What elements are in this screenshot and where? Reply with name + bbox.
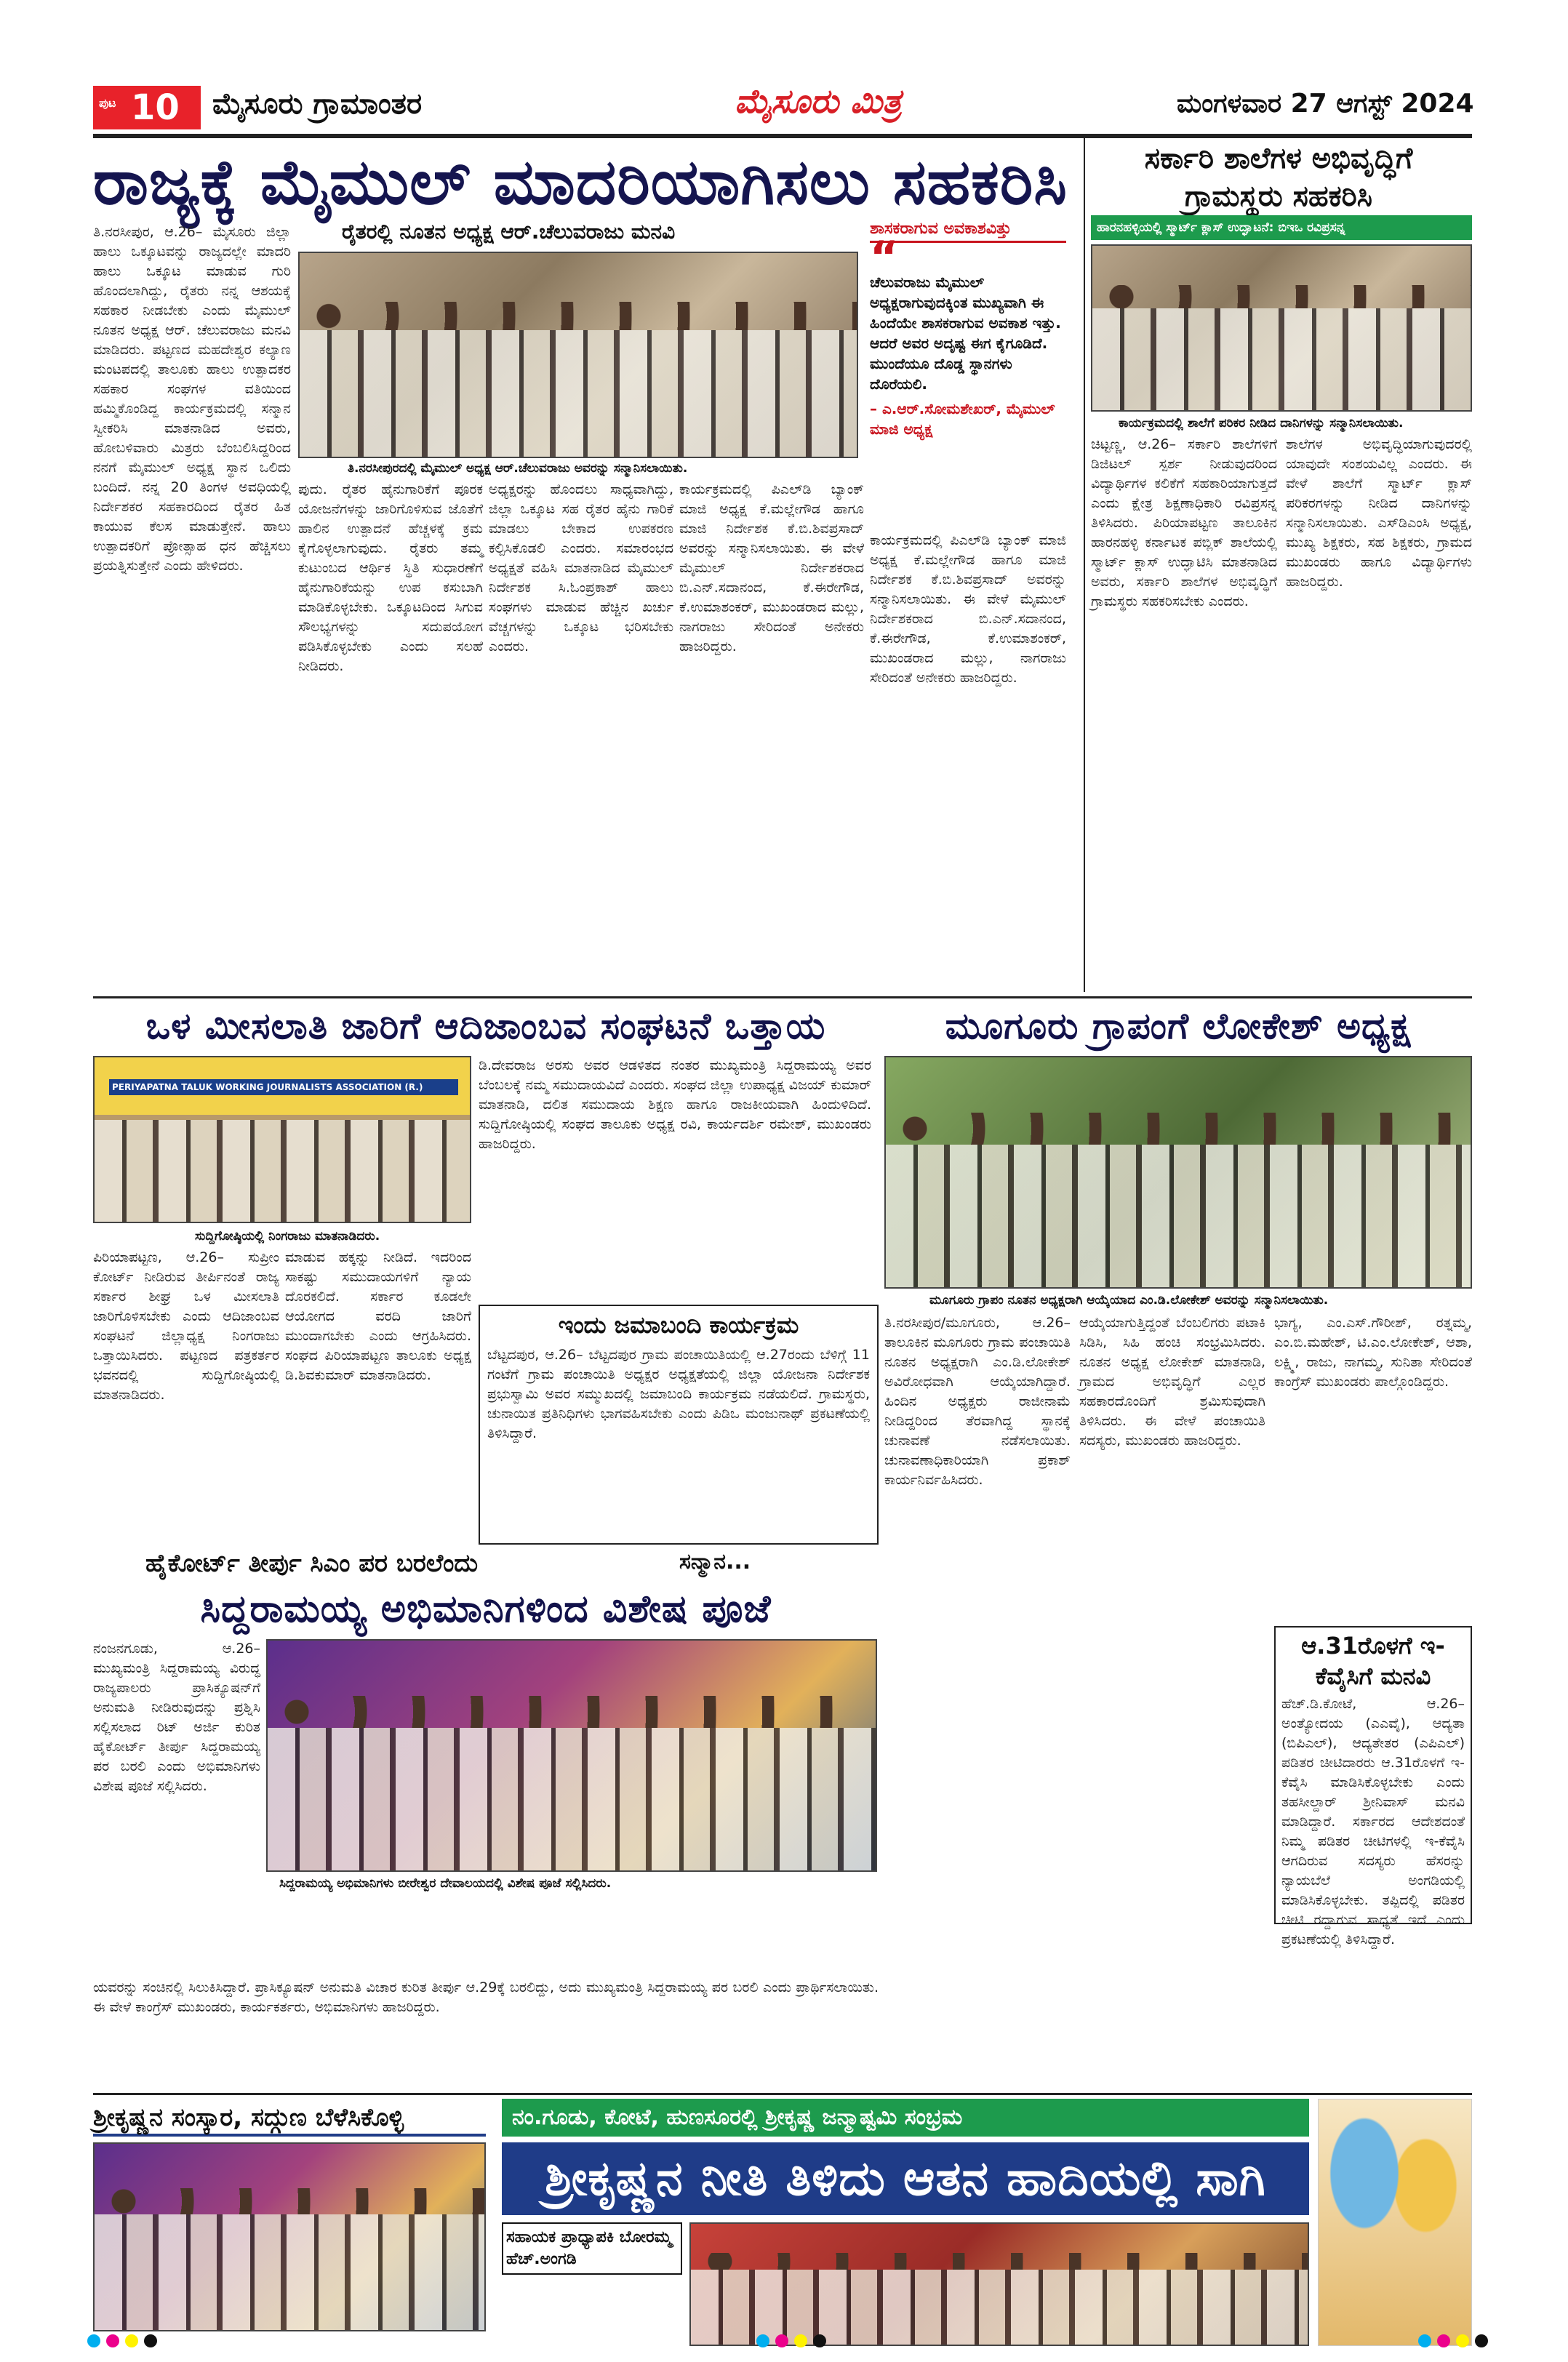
registration-mark-magenta — [106, 2334, 119, 2347]
story6-headline: ಸಿದ್ದರಾಮಯ್ಯ ಅಭಿಮಾನಿಗಳಿಂದ ವಿಶೇಷ ಪೂಜೆ — [200, 1588, 772, 1631]
registration-mark-yellow — [1456, 2334, 1469, 2347]
story10-headline: ಶ್ರೀಕೃಷ್ಣನ ಸಂಸ್ಕಾರ, ಸದ್ಗುಣ ಬೆಳೆಸಿಕೊಳ್ಳಿ — [93, 2099, 486, 2137]
page-number-box — [93, 86, 201, 129]
story1-col2: ಪುದು. ರೈತರ ಹೈನುಗಾರಿಕೆಗೆ ಪೂರಕ ಯೋಜನೆಗಳನ್ನು ಜಾರಿಗೊಳಿಸುವ ಜೊತೆಗೆ ಹಾಲಿನ ಉತ್ಪಾದನೆ ಹೆಚ್ಚಳಕ್ಕೆ ಕ್ರಮ ಕೈಗೊಳ್ಳಲಾಗುವುದು. ರೈತರು ತಮ್ಮ ಕುಟುಂಬದ ಆರ್ಥಿಕ ಸ್ಥಿತಿ ಸುಧಾರಣೆಗೆ ಹೈನುಗಾರಿಕೆಯನ್ನು ಉಪ ಕಸುಬಾಗಿ ಮಾಡಿಕೊಳ್ಳಬೇಕು. ಒಕ್ಕೂಟದಿಂದ ಸಿಗುವ ಸೌಲಭ್ಯಗಳನ್ನು ಸದುಪಯೋಗ ಪಡಿಸಿಕೊಳ್ಳಬೇಕು ಎಂದು ಸಲಹೆ ನೀಡಿದರು. — [298, 481, 483, 674]
sidebar-quote: ಚೆಲುವರಾಜು ಮೈಮುಲ್ ಅಧ್ಯಕ್ಷರಾಗುವುದಕ್ಕಿಂತ ಮುಖ್ಯವಾಗಿ ಈ ಹಿಂದೆಯೇ ಶಾಸಕರಾಗುವ ಅವಕಾಶ ಇತ್ತು. ಆದರೆ ಅವರ ಅದೃಷ್ಟ ಈಗ ಕೈಗೂಡಿದೆ. ಮುಂದೆಯೂ ದೊಡ್ಡ ಸ್ಥಾನಗಳು ದೊರೆಯಲಿ. — [870, 273, 1061, 393]
story11-photo — [689, 2222, 1309, 2346]
registration-mark-cyan — [756, 2334, 769, 2347]
photo-people — [95, 2214, 484, 2330]
story2-headline: ಸರ್ಕಾರಿ ಶಾಲೆಗಳ ಅಭಿವೃದ್ಧಿಗೆ ಗ್ರಾಮಸ್ಥರು ಸಹಕರಿಸಿ — [1144, 142, 1413, 213]
story2-photo — [1091, 244, 1472, 412]
story2-kicker: ಹಾರನಹಳ್ಳಿಯಲ್ಲಿ ಸ್ಮಾರ್ಟ್ ಕ್ಲಾಸ್ ಉದ್ಘಾಟನೆ: ಬಿಇಒ ರವಿಪ್ರಸನ್ನ — [1091, 215, 1472, 240]
sidebar-byline: – ಎ.ಆರ್.ಸೋಮಶೇಖರ್, ಮೈಮುಲ್ ಮಾಜಿ ಅಧ್ಯಕ್ಷ — [870, 400, 1055, 438]
section-rule-1 — [93, 996, 1472, 998]
story7-kicker: ಸನ್ಮಾನ... — [679, 1549, 751, 1574]
photo-people — [268, 1728, 876, 1870]
photo-people — [886, 1145, 1471, 1287]
journalists-banner: PERIYAPATNA TALUK WORKING JOURNALISTS ASSOCIATION (R.) — [109, 1079, 458, 1095]
story5-headline: ಇಂದು ಜಮಾಬಂದಿ ಕಾರ್ಯಕ್ರಮ — [486, 1309, 871, 1341]
masthead: ಮೈಸೂರು ಮಿತ್ರ — [735, 81, 902, 121]
story1-photo-caption: ತಿ.ನರಸೀಪುರದಲ್ಲಿ ಮೈಮುಲ್ ಅಧ್ಯಕ್ಷ ಆರ್.ಚೆಲುವರಾಜು ಅವರನ್ನು ಸನ್ಮಾನಿಸಲಾಯಿತು. — [342, 460, 844, 477]
story1-headline: ರಾಜ್ಯಕ್ಕೆ ಮೈಮುಲ್ ಮಾದರಿಯಾಗಿಸಲು ಸಹಕರಿಸಿ — [93, 146, 1068, 219]
registration-mark-magenta — [775, 2334, 788, 2347]
story4-col3: ಭಾಗ್ಯ, ಎಂ.ಎಸ್.ಗೌರೀಶ್, ರತ್ನಮ್ಮ, ಎಂ.ಬಿ.ಮಹೇಶ್, ಟಿ.ಎಂ.ಲೋಕೇಶ್, ಆಶಾ, ಲಕ್ಷ್ಮಿ, ರಾಜು, ನಾಗಮ್ಮ, ಸುನಿತಾ ಸೇರಿದಂತೆ ಕಾಂಗ್ರೆಸ್ ಮುಖಂಡರು ಪಾಲ್ಗೊಂಡಿದ್ದರು. — [1274, 1315, 1472, 1390]
story1-subhead: ರೈತರಲ್ಲಿ ನೂತನ ಅಧ್ಯಕ್ಷ ಆರ್.ಚೆಲುವರಾಜು ಮನವಿ — [342, 220, 676, 244]
story11-banner: ನಂ.ಗೂಡು, ಕೋಟೆ, ಹುಣಸೂರಲ್ಲಿ ಶ್ರೀಕೃಷ್ಣ ಜನ್ಮಾಷ್ಟಮಿ ಸಂಭ್ರಮ — [502, 2099, 1309, 2137]
story4-photo — [884, 1056, 1472, 1289]
story5-body: ಬೆಟ್ಟದಪುರ, ಆ.26– ಬೆಟ್ಟದಪುರ ಗ್ರಾಮ ಪಂಚಾಯಿತಿಯಲ್ಲಿ ಆ.27ರಂದು ಬೆಳಿಗ್ಗೆ 11 ಗಂಟೆಗೆ ಗ್ರಾಮ ಪಂಚಾಯಿತಿ ಅಧ್ಯಕ್ಷರ ಅಧ್ಯಕ್ಷತೆಯಲ್ಲಿ ಜಿಲ್ಲಾ ಯೋಜನಾ ನಿರ್ದೇಶಕ ಪ್ರಭುಸ್ವಾಮಿ ಅವರ ಸಮ್ಮುಖದಲ್ಲಿ ಜಮಾಬಂದಿ ಕಾರ್ಯಕ್ರಮ ನಡೆಯಲಿದೆ. ಗ್ರಾಮಸ್ಥರು, ಚುನಾಯಿತ ಪ್ರತಿನಿಧಿಗಳು ಭಾಗವಹಿಸಬೇಕು ಎಂದು ಪಿಡಿಒ ಮಂಜುನಾಥ್ ಪ್ರಕಟಣೆಯಲ್ಲಿ ತಿಳಿಸಿದ್ದಾರೆ. — [487, 1347, 870, 1441]
photo-people — [300, 330, 857, 457]
registration-mark-black — [1475, 2334, 1488, 2347]
story2-col2: ಶಾಲೆಗಳ ಅಭಿವೃದ್ಧಿಯಾಗುವುದರಲ್ಲಿ ಯಾವುದೇ ಸಂಶಯವಿಲ್ಲ ಎಂದರು. ಈ ವೇಳೆ ಶಾಲೆಗೆ ಸ್ಮಾರ್ಟ್ ಕ್ಲಾಸ್ ಪರಿಕರಗಳನ್ನು ನೀಡಿದ ದಾನಿಗಳನ್ನು ಸನ್ಮಾನಿಸಲಾಯಿತು. ಎಸ್‌ಡಿಎಂಸಿ ಅಧ್ಯಕ್ಷ, ಮುಖ್ಯ ಶಿಕ್ಷಕರು, ಸಹ ಶಿಕ್ಷಕರು, ಗ್ರಾಮದ ಮುಖಂಡರು ಹಾಗೂ ವಿದ್ಯಾರ್ಥಿಗಳು ಹಾಜರಿದ್ದರು. — [1286, 436, 1472, 590]
story1-photo — [298, 252, 858, 458]
story4-headline: ಮೂಗೂರು ಗ್ರಾಪಂಗೆ ಲೋಕೇಶ್ ಅಧ್ಯಕ್ಷ — [945, 1005, 1412, 1047]
story9-body: ಹೆಚ್.ಡಿ.ಕೋಟೆ, ಆ.26– ಅಂತ್ಯೋದಯ (ಎಎವೈ), ಆದ್ಯತಾ (ಬಿಪಿಎಲ್), ಆದ್ಯತೇತರ (ಎಪಿಎಲ್) ಪಡಿತರ ಚೀಟಿದಾರರು ಆ.31ರೊಳಗೆ ಇ-ಕೆವೈಸಿ ಮಾಡಿಸಿಕೊಳ್ಳಬೇಕು ಎಂದು ತಹಸೀಲ್ದಾರ್ ಶ್ರೀನಿವಾಸ್ ಮನವಿ ಮಾಡಿದ್ದಾರೆ. ಸರ್ಕಾರದ ಆದೇಶದಂತೆ ನಿಮ್ಮ ಪಡಿತರ ಚೀಟಿಗಳಲ್ಲಿ ಇ-ಕೆವೈಸಿ ಆಗದಿರುವ ಸದಸ್ಯರು ಹೆಸರನ್ನು ನ್ಯಾಯಬೆಲೆ ಅಂಗಡಿಯಲ್ಲಿ ಮಾಡಿಸಿಕೊಳ್ಳಬೇಕು. ತಪ್ಪಿದಲ್ಲಿ ಪಡಿತರ ಚೀಟಿ ರದ್ದಾಗುವ ಸಾಧ್ಯತೆ ಇದೆ ಎಂದು ಪ್ರಕಟಣೆಯಲ್ಲಿ ತಿಳಿಸಿದ್ದಾರೆ. — [1281, 1696, 1465, 1947]
registration-mark-cyan — [87, 2334, 100, 2347]
issue-date: ಮಂಗಳವಾರ 27 ಆಗಸ್ಟ್ 2024 — [1177, 89, 1474, 119]
registration-mark-yellow — [125, 2334, 138, 2347]
photo-heads — [1092, 285, 1471, 308]
photo-heads — [886, 1113, 1471, 1145]
photo-heads — [691, 2253, 1308, 2270]
story11-headline: ಶ್ರೀಕೃಷ್ಣನ ನೀತಿ ತಿಳಿದು ಆತನ ಹಾದಿಯಲ್ಲಿ ಸಾಗಿ — [502, 2142, 1309, 2215]
story1-col5 — [870, 531, 1066, 988]
story3-col3: ಡಿ.ದೇವರಾಜ ಅರಸು ಅವರ ಆಡಳಿತದ ನಂತರ ಮುಖ್ಯಮಂತ್ರಿ ಸಿದ್ದರಾಮಯ್ಯ ಅವರ ಬೆಂಬಲಕ್ಕೆ ನಮ್ಮ ಸಮುದಾಯವಿದೆ ಎಂದರು. ಸಂಘದ ಜಿಲ್ಲಾ ಉಪಾಧ್ಯಕ್ಷ ವಿಜಯ್ ಕುಮಾರ್ ಮಾತನಾಡಿ, ದಲಿತ ಸಮುದಾಯ ಶಿಕ್ಷಣ ಹಾಗೂ ರಾಜಕೀಯವಾಗಿ ಹಿಂದುಳಿದಿದೆ. ಸುದ್ದಿಗೋಷ್ಠಿಯಲ್ಲಿ ಸಂಘದ ತಾಲೂಕು ಅಧ್ಯಕ್ಷ ರವಿ, ಕಾರ್ಯದರ್ಶಿ ರಮೇಶ್, ಮುಖಂಡರು ಹಾಜರಿದ್ದರು. — [479, 1057, 871, 1152]
story1-col1: ತಿ.ನರಸೀಪುರ, ಆ.26– ಮೈಸೂರು ಜಿಲ್ಲಾ ಹಾಲು ಒಕ್ಕೂಟವನ್ನು ರಾಜ್ಯದಲ್ಲೇ ಮಾದರಿ ಹಾಲು ಒಕ್ಕೂಟ ಮಾಡುವ ಗುರಿ ಹೊಂದಲಾಗಿದ್ದು, ರೈತರು ನನ್ನ ಆಶಯಕ್ಕೆ ಸಹಕಾರ ನೀಡಬೇಕು ಎಂದು ಮೈಮುಲ್ ನೂತನ ಅಧ್ಯಕ್ಷ ಆರ್. ಚೆಲುವರಾಜು ಮನವಿ ಮಾಡಿದರು. ಪಟ್ಟಣದ ಮಹದೇಶ್ವರ ಕಲ್ಯಾಣ ಮಂಟಪದಲ್ಲಿ ತಾಲೂಕು ಹಾಲು ಉತ್ಪಾದಕರ ಸಹಕಾರ ಸಂಘಗಳ ವತಿಯಿಂದ ಹಮ್ಮಿಕೊಂಡಿದ್ದ ಕಾರ್ಯಕ್ರಮದಲ್ಲಿ ಸನ್ಮಾನ ಸ್ವೀಕರಿಸಿ ಮಾತನಾಡಿದ ಅವರು, ಹೋಬಳಿವಾರು ಮಿತ್ರರು ಬೆಂಬಲಿಸಿದ್ದರಿಂದ ನನಗೆ ಮೈಮುಲ್ ಅಧ್ಯಕ್ಷ ಸ್ಥಾನ ಒಲಿದು ಬಂದಿದೆ. ನನ್ನ 20 ತಿಂಗಳ ಅವಧಿಯಲ್ಲಿ ನಿರ್ದೇಶಕರ ಸಹಕಾರದಿಂದ ರೈತರ ಹಿತ ಕಾಯುವ ಕೆಲಸ ಮಾಡುತ್ತೇನೆ. ಹಾಲು ಉತ್ಪಾದಕರಿಗೆ ಪ್ರೋತ್ಸಾಹ ಧನ ಹೆಚ್ಚಿಸಲು ಪ್ರಯತ್ನಿಸುತ್ತೇನೆ ಎಂದು ಹೇಳಿದರು. — [93, 224, 291, 574]
story6-col2: ಯವರನ್ನು ಸಂಚಿನಲ್ಲಿ ಸಿಲುಕಿಸಿದ್ದಾರೆ. ಪ್ರಾಸಿಕ್ಯೂಷನ್ ಅನುಮತಿ ವಿಚಾರ ಕುರಿತ ತೀರ್ಪು ಆ.29ಕ್ಕೆ ಬರಲಿದ್ದು, ಅದು ಮುಖ್ಯಮಂತ್ರಿ ಸಿದ್ದರಾಮಯ್ಯ ಪರ ಬರಲಿ ಎಂದು ಪ್ರಾರ್ಥಿಸಲಾಯಿತು. ಈ ವೇಳೆ ಕಾಂಗ್ರೆಸ್ ಮುಖಂಡರು, ಕಾರ್ಯಕರ್ತರು, ಅಭಿಮಾನಿಗಳು ಹಾಜರಿದ್ದರು. — [93, 1979, 879, 2015]
registration-mark-yellow — [794, 2334, 807, 2347]
photo-people — [691, 2270, 1308, 2345]
story1-col3: ಅಧ್ಯಕ್ಷರನ್ನು ಹೊಂದಲು ಸಾಧ್ಯವಾಗಿದ್ದು, ಜಿಲ್ಲಾ ಒಕ್ಕೂಟ ಸಹ ರೈತರ ಹೈನು ಗಾರಿಕೆ ಮಾಡಲು ಬೇಕಾದ ಉಪಕರಣ ಕಲ್ಪಿಸಿಕೊಡಲಿ ಎಂದರು. ಸಮಾರಂಭದ ಅಧ್ಯಕ್ಷತೆ ವಹಿಸಿ ಮಾತನಾಡಿದ ಮೈಮುಲ್ ನಿರ್ದೇಶಕ ಸಿ.ಓಂಪ್ರಕಾಶ್ ಹಾಲು ಸಂಘಗಳು ಮಾಡುವ ಹೆಚ್ಚಿನ ಖರ್ಚು ವೆಚ್ಚಗಳನ್ನು ಒಕ್ಕೂಟ ಭರಿಸಬೇಕು ಎಂದರು. — [489, 481, 673, 654]
page-number: 10 — [131, 87, 180, 128]
krishna-illustration — [1318, 2099, 1472, 2346]
story3-col1: ಪಿರಿಯಾಪಟ್ಟಣ, ಆ.26– ಸುಪ್ರೀಂ ಕೋರ್ಟ್ ನೀಡಿರುವ ತೀರ್ಪಿನಂತೆ ರಾಜ್ಯ ಸರ್ಕಾರ ಶೀಘ್ರ ಒಳ ಮೀಸಲಾತಿ ಜಾರಿಗೊಳಿಸಬೇಕು ಎಂದು ಆದಿಜಾಂಬವ ಸಂಘಟನೆ ಜಿಲ್ಲಾಧ್ಯಕ್ಷ ನಿಂಗರಾಜು ಒತ್ತಾಯಿಸಿದರು. ಪಟ್ಟಣದ ಪತ್ರಕರ್ತರ ಭವನದಲ್ಲಿ ಸುದ್ದಿಗೋಷ್ಠಿಯಲ್ಲಿ ಮಾತನಾಡಿದರು. — [93, 1249, 279, 1403]
photo-heads — [268, 1696, 876, 1728]
story4-photo-caption: ಮೂಗೂರು ಗ್ರಾಪಂ ನೂತನ ಅಧ್ಯಕ್ಷರಾಗಿ ಆಯ್ಕೆಯಾದ ಎಂ.ಡಿ.ಲೋಕೇಶ್ ಅವರನ್ನು ಸನ್ಮಾನಿಸಲಾಯಿತು. — [924, 1292, 1462, 1309]
story9-headline: ಆ.31ರೊಳಗೆ ಇ-ಕೆವೈಸಿಗೆ ಮನವಿ — [1301, 1632, 1445, 1690]
page-label: ಪುಟ — [99, 96, 116, 110]
story2-col1: ಚಿಟ್ಟಣ್ಣ, ಆ.26– ಸರ್ಕಾರಿ ಶಾಲೆಗಳಿಗೆ ಡಿಜಿಟಲ್ ಸ್ಪರ್ಶ ನೀಡುವುದರಿಂದ ವಿದ್ಯಾರ್ಥಿಗಳ ಕಲಿಕೆಗೆ ಸಹಕಾರಿಯಾಗುತ್ತದೆ ಎಂದು ಕ್ಷೇತ್ರ ಶಿಕ್ಷಣಾಧಿಕಾರಿ ರವಿಪ್ರಸನ್ನ ತಿಳಿಸಿದರು. ಪಿರಿಯಾಪಟ್ಟಣ ತಾಲೂಕಿನ ಹಾರನಹಳ್ಳಿ ಕರ್ನಾಟಕ ಪಬ್ಲಿಕ್ ಶಾಲೆಯಲ್ಲಿ ಸ್ಮಾರ್ಟ್ ಕ್ಲಾಸ್ ಉದ್ಘಾಟಿಸಿ ಮಾತನಾಡಿದ ಅವರು, ಸರ್ಕಾರಿ ಶಾಲೆಗಳ ಅಭಿವೃದ್ಧಿಗೆ ಗ್ರಾಮಸ್ಥರು ಸಹಕರಿಸಬೇಕು ಎಂದರು. — [1091, 436, 1277, 609]
story3-headline: ಒಳ ಮೀಸಲಾತಿ ಜಾರಿಗೆ ಆದಿಜಾಂಬವ ಸಂಘಟನೆ ಒತ್ತಾಯ — [145, 1005, 826, 1047]
story2-photo-caption: ಕಾರ್ಯಕ್ರಮದಲ್ಲಿ ಶಾಲೆಗೆ ಪರಿಕರ ನೀಡಿದ ದಾನಿಗಳನ್ನು ಸನ್ಮಾನಿಸಲಾಯಿತು. — [1113, 415, 1455, 432]
registration-mark-cyan — [1418, 2334, 1431, 2347]
story6-photo — [266, 1639, 877, 1872]
photo-people — [1092, 308, 1471, 410]
registration-mark-black — [144, 2334, 157, 2347]
section-rule-2 — [93, 2093, 1472, 2095]
story1-col5-text: ಕಾರ್ಯಕ್ರಮದಲ್ಲಿ ಪಿಎಲ್‌ಡಿ ಬ್ಯಾಂಕ್ ಮಾಜಿ ಅಧ್ಯಕ್ಷ ಕೆ.ಮಲ್ಲೇಗೌಡ ಹಾಗೂ ಮಾಜಿ ನಿರ್ದೇಶಕ ಕೆ.ಬಿ.ಶಿವಪ್ರಸಾದ್ ಅವರನ್ನು ಸನ್ಮಾನಿಸಲಾಯಿತು. ಈ ವೇಳೆ ಮೈಮುಲ್ ನಿರ್ದೇಶಕರಾದ ಬಿ.ಎನ್.ಸದಾನಂದ, ಕೆ.ಈರೇಗೌಡ, ಕೆ.ಉಮಾಶಂಕರ್, ಮುಖಂಡರಾದ ಮಲ್ಲು, ನಾಗರಾಜು ಸೇರಿದಂತೆ ಅನೇಕರು ಹಾಜರಿದ್ದರು. — [870, 532, 1066, 686]
sidebar-title: ಶಾಸಕರಾಗುವ ಅವಕಾಶವಿತ್ತು — [870, 220, 1066, 243]
section-name: ಮೈಸೂರು ಗ್ರಾಮಾಂತರ — [212, 87, 423, 121]
story6-col1: ನಂಜನಗೂಡು, ಆ.26– ಮುಖ್ಯಮಂತ್ರಿ ಸಿದ್ದರಾಮಯ್ಯ ವಿರುದ್ಧ ರಾಜ್ಯಪಾಲರು ಪ್ರಾಸಿಕ್ಯೂಷನ್‌ಗೆ ಅನುಮತಿ ನೀಡಿರುವುದನ್ನು ಪ್ರಶ್ನಿಸಿ ಸಲ್ಲಿಸಲಾದ ರಿಟ್ ಅರ್ಜಿ ಕುರಿತ ಹೈಕೋರ್ಟ್ ತೀರ್ಪು ಸಿದ್ದರಾಮಯ್ಯ ಪರ ಬರಲಿ ಎಂದು ಅಭಿಮಾನಿಗಳು ವಿಶೇಷ ಪೂಜೆ ಸಲ್ಲಿಸಿದರು. — [93, 1641, 260, 1794]
story3-photo-caption: ಸುದ್ದಿಗೋಷ್ಠಿಯಲ್ಲಿ ನಿಂಗರಾಜು ಮಾತನಾಡಿದರು. — [189, 1228, 385, 1245]
story4-col1: ತಿ.ನರಸೀಪುರ/ಮೂಗೂರು, ಆ.26– ತಾಲೂಕಿನ ಮೂಗೂರು ಗ್ರಾಮ ಪಂಚಾಯಿತಿ ನೂತನ ಅಧ್ಯಕ್ಷರಾಗಿ ಎಂ.ಡಿ.ಲೋಕೇಶ್ ಅವಿರೋಧವಾಗಿ ಆಯ್ಕೆಯಾಗಿದ್ದಾರೆ. ಹಿಂದಿನ ಅಧ್ಯಕ್ಷರು ರಾಜೀನಾಮೆ ನೀಡಿದ್ದರಿಂದ ತೆರವಾಗಿದ್ದ ಸ್ಥಾನಕ್ಕೆ ಚುನಾವಣೆ ನಡೆಸಲಾಯಿತು. ಚುನಾವಣಾಧಿಕಾರಿಯಾಗಿ ಪ್ರಕಾಶ್ ಕಾರ್ಯನಿರ್ವಹಿಸಿದರು. — [884, 1315, 1071, 1488]
registration-mark-black — [813, 2334, 826, 2347]
story4-col2: ಆಯ್ಕೆಯಾಗುತ್ತಿದ್ದಂತೆ ಬೆಂಬಲಿಗರು ಪಟಾಕಿ ಸಿಡಿಸಿ, ಸಿಹಿ ಹಂಚಿ ಸಂಭ್ರಮಿಸಿದರು. ನೂತನ ಅಧ್ಯಕ್ಷ ಲೋಕೇಶ್ ಮಾತನಾಡಿ, ಗ್ರಾಮದ ಅಭಿವೃದ್ಧಿಗೆ ಎಲ್ಲರ ಸಹಕಾರದೊಂದಿಗೆ ಶ್ರಮಿಸುವುದಾಗಿ ತಿಳಿಸಿದರು. ಈ ವೇಳೆ ಪಂಚಾಯಿತಿ ಸದಸ್ಯರು, ಮುಖಂಡರು ಹಾಜರಿದ್ದರು. — [1079, 1315, 1265, 1449]
story10-photo — [93, 2142, 486, 2331]
registration-mark-magenta — [1437, 2334, 1450, 2347]
photo-heads — [95, 2188, 484, 2214]
story1-sidebar — [870, 220, 1066, 525]
story1-col4: ಕಾರ್ಯಕ್ರಮದಲ್ಲಿ ಪಿಎಲ್‌ಡಿ ಬ್ಯಾಂಕ್ ಮಾಜಿ ಅಧ್ಯಕ್ಷ ಕೆ.ಮಲ್ಲೇಗೌಡ ಹಾಗೂ ಮಾಜಿ ನಿರ್ದೇಶಕ ಕೆ.ಬಿ.ಶಿವಪ್ರಸಾದ್ ಅವರನ್ನು ಸನ್ಮಾನಿಸಲಾಯಿತು. ಈ ವೇಳೆ ಮೈಮುಲ್ ನಿರ್ದೇಶಕರಾದ ಬಿ.ಎನ್.ಸದಾನಂದ, ಕೆ.ಈರೇಗೌಡ, ಕೆ.ಉಮಾಶಂಕರ್, ಮುಖಂಡರಾದ ಮಲ್ಲು, ನಾಗರಾಜು ಸೇರಿದಂತೆ ಅನೇಕರು ಹಾಜರಿದ್ದರು. — [679, 481, 864, 654]
story3-photo — [93, 1056, 471, 1223]
photo-heads — [300, 302, 857, 330]
story6-photo-caption: ಸಿದ್ದರಾಮಯ್ಯ ಅಭಿಮಾನಿಗಳು ಬೀರೇಶ್ವರ ದೇವಾಲಯದಲ್ಲಿ ವಿಶೇಷ ಪೂಜೆ ಸಲ್ಲಿಸಿದರು. — [273, 1875, 870, 1892]
sidebar-quote-mark: “ — [870, 232, 899, 283]
story3-col2: ಮಾಡುವ ಹಕ್ಕನ್ನು ನೀಡಿದೆ. ಇದರಿಂದ ಸಾಕಷ್ಟು ಸಮುದಾಯಗಳಿಗೆ ನ್ಯಾಯ ದೊರಕಲಿದೆ. ಸರ್ಕಾರ ಕೂಡಲೇ ಆಯೋಗದ ವರದಿ ಜಾರಿಗೆ ಮುಂದಾಗಬೇಕು ಎಂದು ಆಗ್ರಹಿಸಿದರು. ಸಂಘದ ಪಿರಿಯಾಪಟ್ಟಣ ತಾಲೂಕು ಅಧ್ಯಕ್ಷ ಡಿ.ಶಿವಕುಮಾರ್ ಮಾತನಾಡಿದರು. — [285, 1249, 471, 1383]
photo-people — [95, 1120, 470, 1222]
story6-kicker: ಹೈಕೋರ್ಟ್ ತೀರ್ಪು ಸಿಎಂ ಪರ ಬರಲೆಂದು — [145, 1549, 479, 1578]
story11-byline: ಸಹಾಯಕ ಪ್ರಾಧ್ಯಾಪಕಿ ಬೋರಮ್ಮ ಹೆಚ್.ಅಂಗಡಿ — [502, 2222, 682, 2275]
